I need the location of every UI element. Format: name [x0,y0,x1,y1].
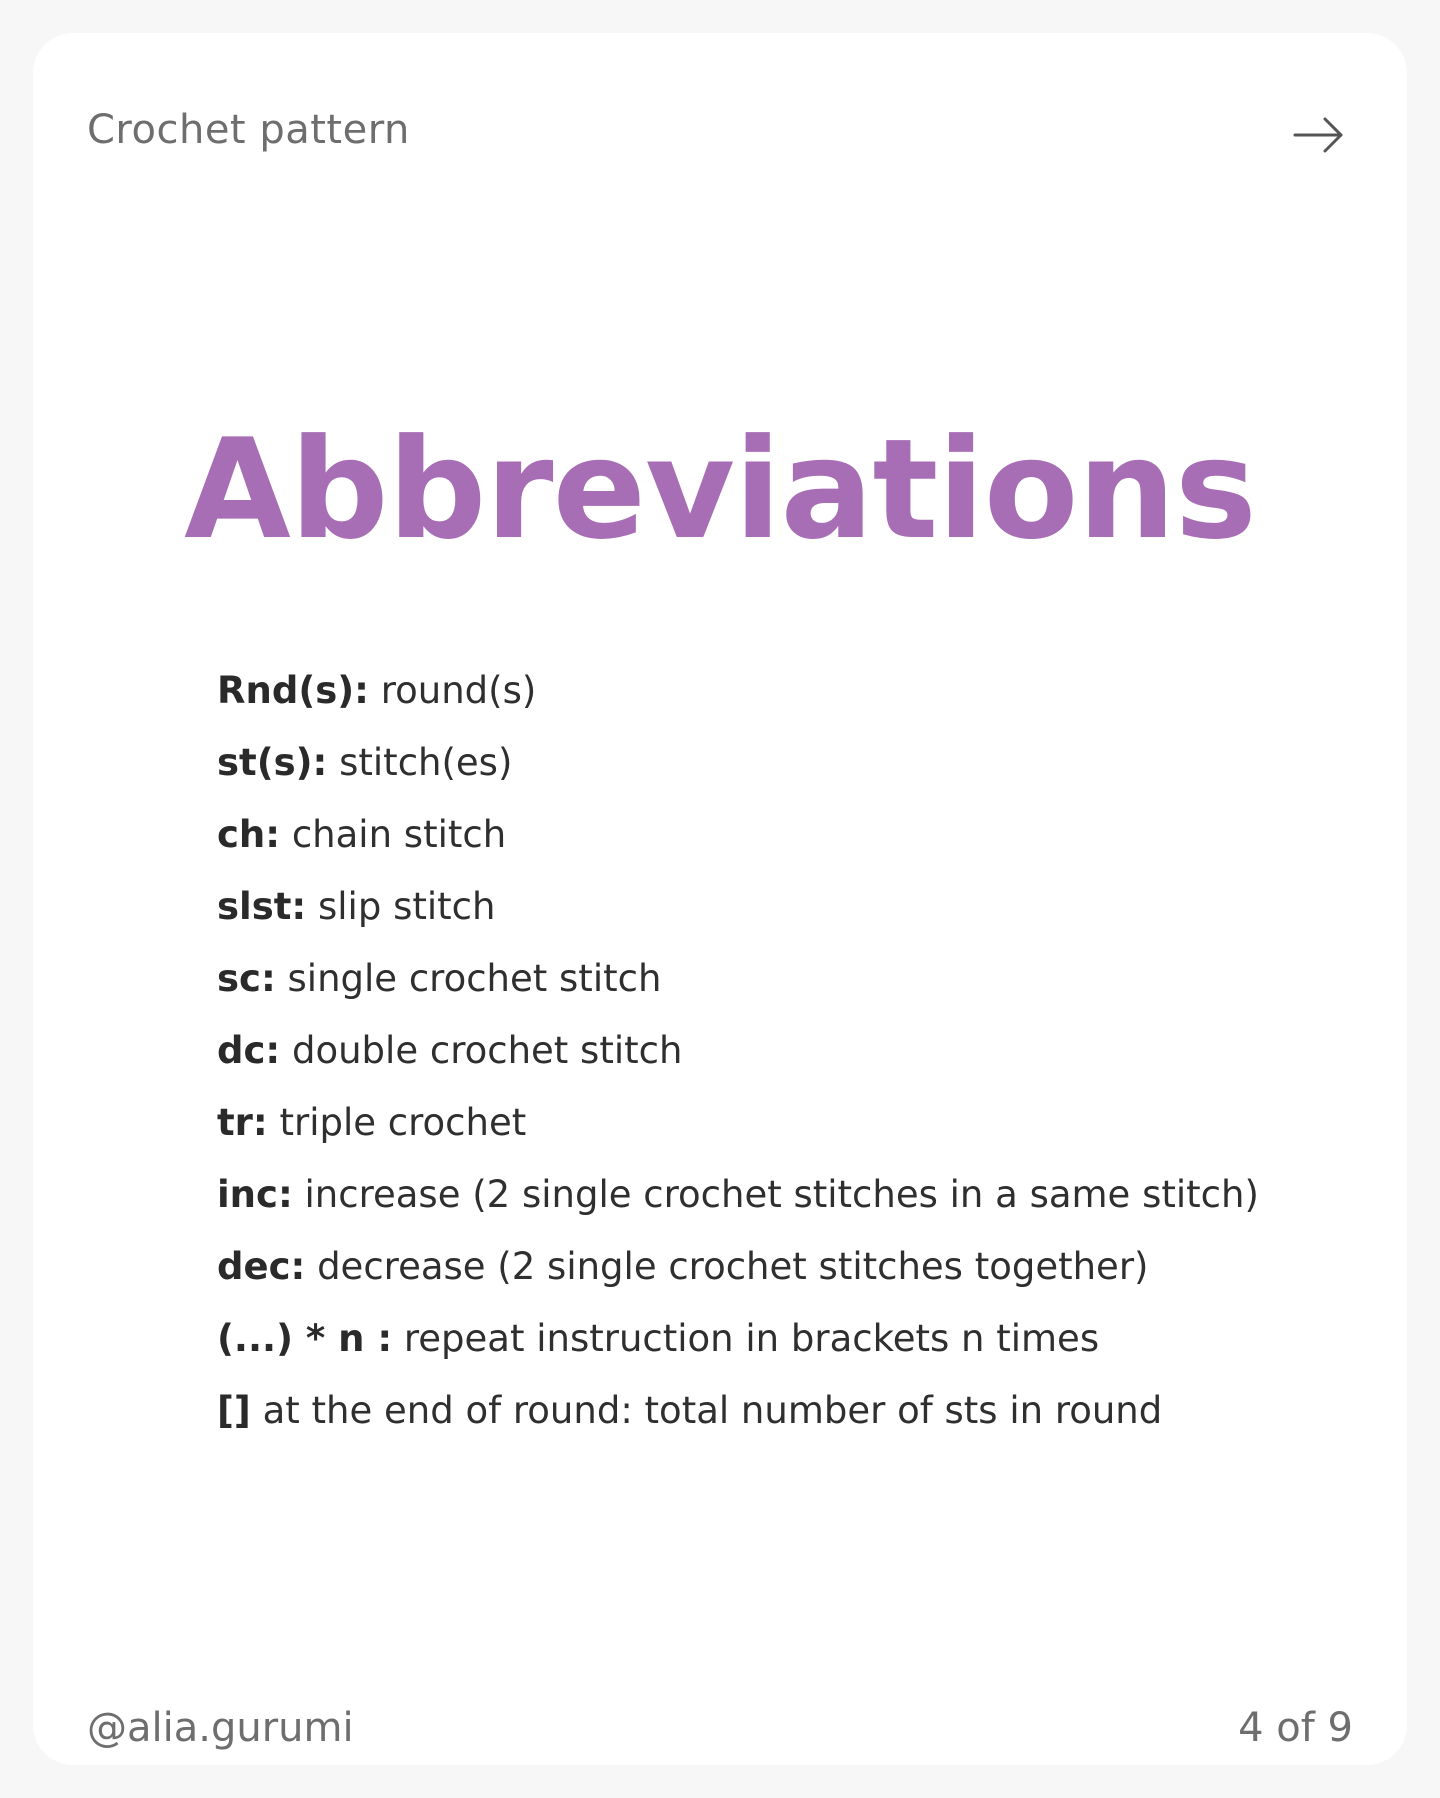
list-item [217,1303,1259,1375]
abbreviation-meaning: repeat instruction in brackets n times [392,1317,1100,1360]
list-item [217,1231,1259,1303]
abbreviation-key: dec: [217,1245,306,1288]
page-indicator: 4 of 9 [1238,1705,1353,1751]
author-handle: @alia.gurumi [87,1705,354,1751]
abbreviation-key: sc: [217,957,276,1000]
abbreviation-meaning: double crochet stitch [280,1029,683,1072]
abbreviation-key: inc: [217,1173,293,1216]
abbreviation-list [217,655,1259,1447]
abbreviation-key: slst: [217,885,307,928]
abbreviation-key: [] [217,1389,251,1432]
abbreviation-meaning: round(s) [368,669,537,712]
abbreviation-key: st(s): [217,741,328,784]
arrow-right-icon[interactable] [1293,115,1345,155]
list-item [217,871,1259,943]
card [33,33,1407,1765]
abbreviation-meaning: single crochet stitch [275,957,662,1000]
abbreviation-key: tr: [217,1101,268,1144]
abbreviation-meaning: increase (2 single crochet stitches in a same stitch) [292,1173,1259,1216]
abbreviation-meaning: triple crochet [267,1101,527,1144]
list-item [217,1159,1259,1231]
abbreviation-key: ch: [217,813,281,856]
list-item [217,727,1259,799]
abbreviation-key: dc: [217,1029,281,1072]
header-title: Crochet pattern [87,107,410,153]
abbreviation-meaning: at the end of round: total number of sts in round [250,1389,1163,1432]
abbreviation-meaning: chain stitch [280,813,507,856]
abbreviation-meaning: stitch(es) [327,741,513,784]
abbreviation-meaning: decrease (2 single crochet stitches together) [305,1245,1149,1288]
list-item [217,1015,1259,1087]
abbreviation-key: (...) * n : [217,1317,393,1360]
page-title: Abbreviations [184,409,1256,570]
abbreviation-meaning: slip stitch [306,885,496,928]
abbreviation-key: Rnd(s): [217,669,369,712]
list-item [217,1087,1259,1159]
list-item [217,655,1259,727]
list-item [217,799,1259,871]
list-item [217,943,1259,1015]
list-item [217,1375,1259,1447]
